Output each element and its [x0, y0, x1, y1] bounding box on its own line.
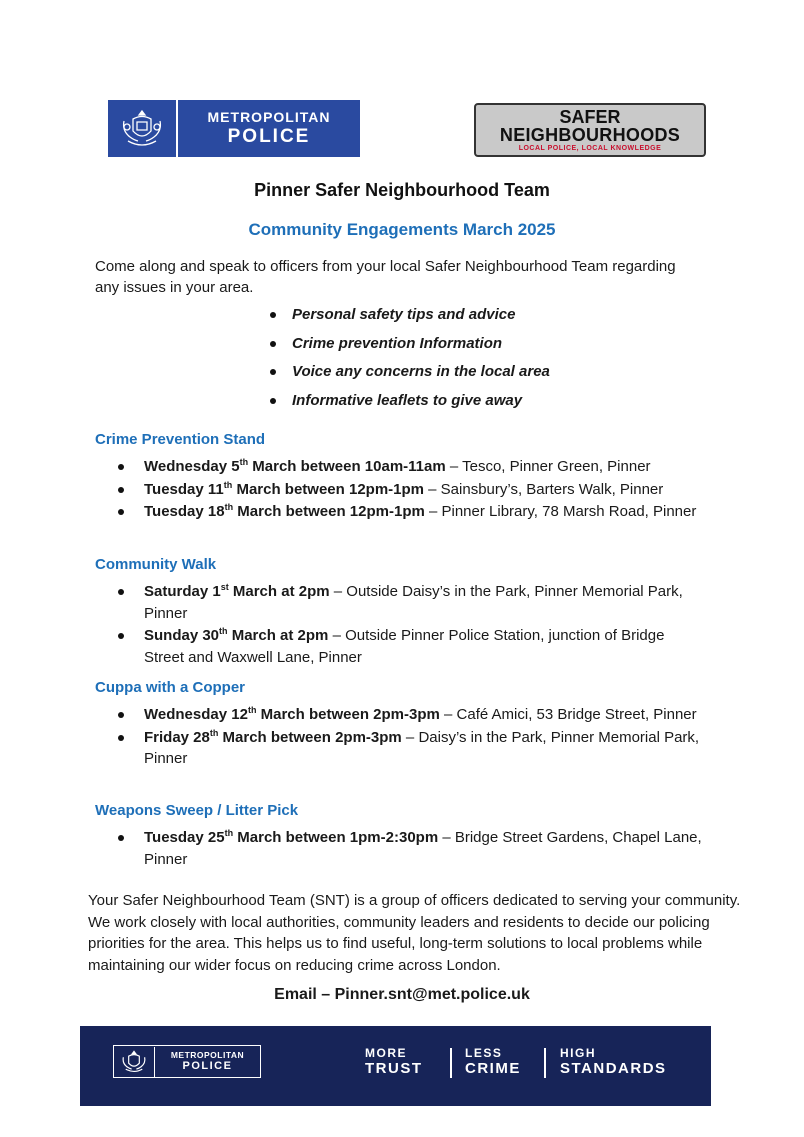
intro-paragraph: Come along and speak to officers from your local Safer Neighbourhood Team regarding any issues in your area.	[95, 258, 676, 296]
event-item	[118, 456, 708, 478]
slogan-more-trust	[365, 1046, 423, 1078]
event-day-suffix: th	[224, 502, 234, 512]
met-logo-text	[178, 109, 360, 148]
section-heading-crime-prevention: Crime Prevention Stand	[95, 431, 266, 448]
section-heading-weapons-sweep: Weapons Sweep / Litter Pick	[95, 802, 299, 819]
event-day-suffix: th	[223, 479, 233, 490]
event-location: – Sainsbury’s, Barters Walk, Pinner	[424, 480, 664, 498]
event-day: Sunday 30	[144, 627, 220, 644]
met-crest-icon	[108, 100, 178, 157]
event-list-crime-prevention	[118, 456, 708, 524]
event-day-suffix: th	[239, 457, 249, 467]
footer-banner	[80, 1026, 711, 1106]
event-list-community-walk	[118, 581, 708, 669]
feature-item: Crime prevention Information	[270, 333, 550, 362]
event-time: March between 1pm-2:30pm	[233, 829, 439, 846]
event-list-cuppa-with-a-copper	[118, 704, 708, 771]
footer-logo-line2: POLICE	[182, 1060, 233, 1072]
event-day: Tuesday 11	[144, 480, 224, 498]
contact-email: Email – Pinner.snt@met.police.uk	[274, 986, 530, 1003]
section-heading-community-walk: Community Walk	[95, 556, 217, 573]
slogan-high-standards	[560, 1046, 667, 1078]
event-day-suffix: th	[247, 705, 257, 715]
slogan-top: LESS	[465, 1046, 503, 1060]
met-logo-line2: POLICE	[227, 126, 311, 147]
event-location: – Pinner Library, 78 Marsh Road, Pinner	[424, 503, 697, 520]
event-time: March at 2pm	[228, 583, 330, 600]
event-day-suffix: th	[219, 626, 228, 636]
about-paragraph: Your Safer Neighbourhood Team (SNT) is a group of officers dedicated to serving your community. We work closely with local authorities, community leaders and residents to decide our policing priorities for the area. This helps us to find useful, long-term solutions to local problems while maintaining our wider focus on reducing crime across London.	[88, 892, 741, 974]
snt-logo-line1: SAFER	[559, 106, 621, 127]
section-heading-cuppa-with-a-copper: Cuppa with a Copper	[95, 679, 245, 696]
event-item	[118, 827, 708, 870]
slogan-bottom: TRUST	[365, 1060, 423, 1077]
event-day: Saturday 1	[144, 583, 221, 600]
footer-met-logo	[113, 1045, 261, 1078]
snt-logo-line2: NEIGHBOURHOODS	[499, 124, 681, 145]
event-day-suffix: th	[224, 828, 234, 838]
event-time: March between 2pm-3pm	[218, 728, 402, 746]
slogan-top: HIGH	[560, 1046, 596, 1060]
event-day: Tuesday 25	[144, 829, 225, 846]
snt-logo-tagline: LOCAL POLICE, LOCAL KNOWLEDGE	[518, 144, 662, 152]
safer-neighbourhoods-logo	[474, 103, 706, 157]
event-item	[118, 479, 708, 501]
event-location: – Café Amici, 53 Bridge Street, Pinner	[439, 706, 697, 723]
feature-item: Voice any concerns in the local area	[270, 361, 550, 390]
page-title: Pinner Safer Neighbourhood Team	[254, 180, 550, 200]
event-day-suffix: st	[220, 582, 229, 592]
event-day: Friday 28	[144, 728, 210, 746]
event-item	[118, 501, 708, 523]
feature-item: Informative leaflets to give away	[270, 390, 550, 419]
event-time: March at 2pm	[227, 627, 329, 644]
slogan-top: MORE	[365, 1046, 407, 1060]
slogan-divider	[450, 1048, 452, 1078]
slogan-less-crime	[465, 1046, 521, 1078]
event-item	[118, 625, 708, 668]
met-crest-icon	[114, 1047, 155, 1077]
event-location: – Daisy’s in the Park, Pinner Memorial Park, Pinner	[144, 728, 700, 767]
event-list-weapons-sweep	[118, 827, 708, 871]
met-police-logo	[108, 100, 360, 157]
event-location: – Tesco, Pinner Green, Pinner	[445, 458, 651, 475]
page-subtitle: Community Engagements March 2025	[248, 220, 556, 239]
event-item	[118, 727, 708, 770]
event-day: Wednesday 5	[144, 458, 240, 475]
slogan-bottom: STANDARDS	[560, 1060, 667, 1077]
met-logo-line1: METROPOLITAN	[207, 109, 331, 125]
event-location: – Bridge Street Gardens, Chapel Lane, Pinner	[144, 829, 702, 868]
feature-list	[270, 304, 550, 418]
event-time: March between 2pm-3pm	[256, 706, 440, 723]
slogan-bottom: CRIME	[465, 1060, 521, 1077]
event-item	[118, 704, 708, 726]
footer-met-logo-text	[155, 1050, 260, 1073]
event-location: – Outside Daisy’s in the Park, Pinner Memorial Park, Pinner	[144, 583, 683, 622]
event-day: Tuesday 18	[144, 503, 225, 520]
event-time: March between 12pm-1pm	[233, 503, 425, 520]
event-location: – Outside Pinner Police Station, junction of Bridge Street and Waxwell Lane, Pinner	[144, 627, 665, 666]
event-day: Wednesday 12	[144, 706, 248, 723]
footer-logo-line1: METROPOLITAN	[170, 1050, 245, 1060]
event-item	[118, 581, 708, 624]
slogan-divider	[544, 1048, 546, 1078]
feature-item: Personal safety tips and advice	[270, 304, 550, 333]
event-day-suffix: th	[209, 727, 219, 738]
event-time: March between 12pm-1pm	[232, 480, 424, 498]
event-time: March between 10am-11am	[248, 458, 446, 475]
